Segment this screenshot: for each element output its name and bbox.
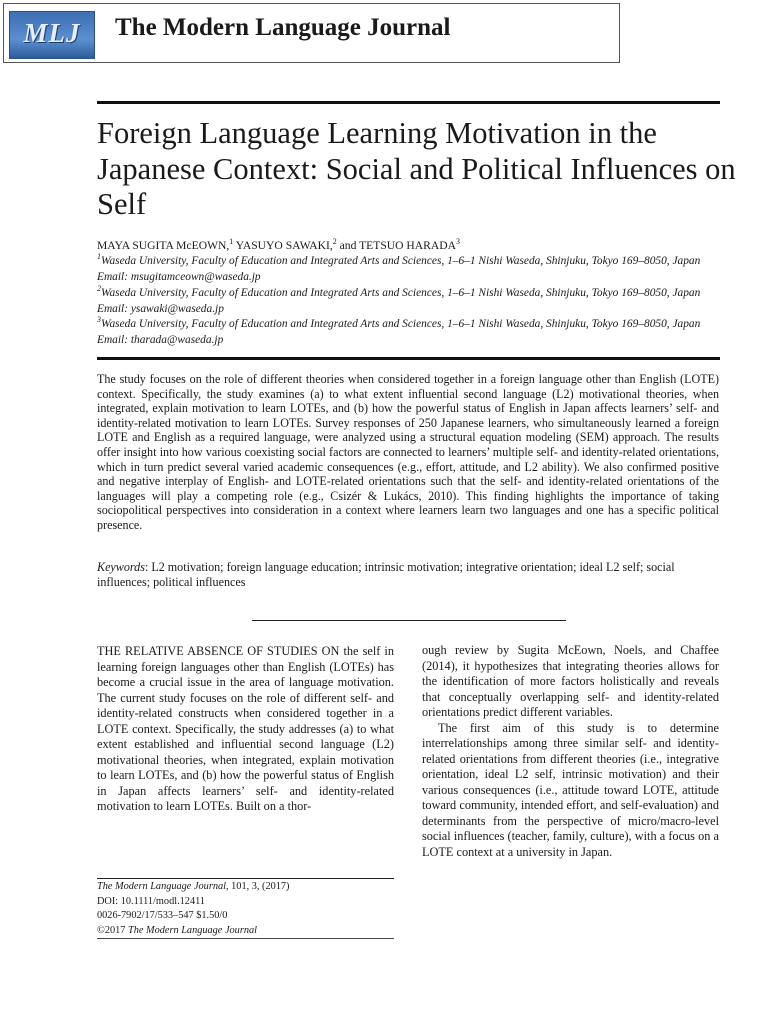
issn-line: 0026-7902/17/533–547 $1.50/0 — [97, 910, 228, 921]
doi-line[interactable]: DOI: 10.1111/modl.12411 — [97, 895, 206, 907]
citation-footnote — [97, 880, 394, 938]
keywords — [97, 560, 719, 589]
top-rule — [97, 101, 720, 104]
section-divider — [252, 620, 566, 621]
author-sup: 3 — [456, 237, 461, 247]
affiliation — [97, 254, 727, 285]
author-name: and TETSUO HARADA — [336, 239, 457, 252]
footnote-rule — [97, 878, 394, 879]
copyright-line — [97, 924, 394, 939]
affiliation-text: Waseda University, Faculty of Education and Integrated Arts and Sciences, 1–6–1 Nishi Waseda, Shinjuku, Tokyo 169–8050, Japan Email: ysawaki@waseda.jp — [97, 287, 701, 315]
affiliation-text: Waseda University, Faculty of Education and Integrated Arts and Sciences, 1–6–1 Nishi Waseda, Shinjuku, Tokyo 169–8050, Japan Email: msugitamceown@waseda.jp — [97, 255, 701, 283]
copyright-journal: The Modern Language Journal — [128, 924, 257, 936]
author-name: MAYA SUGITA McEOWN, — [97, 239, 230, 252]
abstract: The study focuses on the role of different theories when considered together in a foreign language other than English (LOTE) context. Specifically, the study examines (a) to what extent influential second language (L2) motivational theories, when integrated, explain motivation to learn LOTEs, and (b) how the powerful status of English in Japan affects learners’ self- and identity-related motivation to learn LOTEs. Survey responses of 250 Japanese learners, who simultaneously learned a foreign LOTE and English as a required language, were analyzed using a structural equation modeling (SEM) approach. The results offer insight into how various coexisting social factors are connected to learners’ multiple self- and identity-related orientations, which in turn predict several varied academic consequences (e.g., effort, attitude, and L2 ability). We also confirmed positive and negative interplay of English- and LOTE-related orientations such that the self- and identity-related orientations of the languages will play a competing role (e.g., Csizér & Lukács, 2010). This finding highlights the importance of taking sociopolitical perspectives into consideration in a context where learners learn two languages and one has a specific political presence. — [97, 372, 719, 532]
affiliation-sup: 1 — [97, 252, 101, 262]
author-name: YASUYO SAWAKI, — [233, 239, 333, 252]
article-title: Foreign Language Learning Motivation in the Japanese Context: Social and Political Influences on Self — [97, 116, 736, 221]
body-column-right — [422, 643, 719, 860]
citation-line — [97, 880, 394, 895]
footnote-bottom-rule — [97, 938, 394, 939]
citation-volume: , 101, 3, (2017) — [226, 881, 290, 892]
keywords-text: : L2 motivation; foreign language education; intrinsic motivation; integrative orientation; ideal L2 self; social influences; political influences — [97, 560, 675, 589]
author-sup: 1 — [229, 237, 234, 247]
logo-text: MLJ — [23, 18, 81, 48]
affiliation-sup: 3 — [97, 315, 101, 325]
body-paragraph: ough review by Sugita McEown, Noels, and Chaffee (2014), it hypothesizes that integrating theories allows for the identification of more factors holistically and reveals that conceptually overlapping self- and identity-related orientations predict different variables. — [422, 643, 719, 719]
affiliation — [97, 286, 727, 317]
journal-title: The Modern Language Journal — [115, 14, 451, 41]
abstract-rule — [97, 357, 720, 360]
journal-logo — [9, 11, 95, 59]
affiliation — [97, 317, 727, 348]
author-list — [97, 239, 460, 252]
author-sup: 2 — [332, 237, 337, 247]
affiliation-text: Waseda University, Faculty of Education and Integrated Arts and Sciences, 1–6–1 Nishi Waseda, Shinjuku, Tokyo 169–8050, Japan Email: tharada@waseda.jp — [97, 318, 701, 346]
citation-journal: The Modern Language Journal — [97, 881, 226, 892]
affiliation-sup: 2 — [97, 284, 101, 294]
copyright-prefix: ©2017 — [97, 924, 128, 936]
body-column-left: THE RELATIVE ABSENCE OF STUDIES ON the self in learning foreign languages other than English (LOTEs) has become a crucial issue in the area of language motivation. The current study focuses on the role of different self- and identity-related constructs when considered together in a LOTE context. Specifically, the study addresses (a) to what extent established and influential second language (L2) motivational theories, when integrated, explain motivation to learn LOTEs, and (b) how the powerful status of English in Japan affects learners’ self- and identity-related motivation to learn LOTEs. Built on a thor- — [97, 644, 394, 813]
body-paragraph: The first aim of this study is to determine interrelationships among three similar self- and identity-related orientations from different theories (i.e., integrative orientation, ideal L2 self, intrinsic motivation) and their various consequences (i.e., attitude toward LOTE, attitude toward community, intended effort, and self-evaluation) and determinants from the perspective of micro/macro-level social influences (teacher, family, culture), with a focus on a LOTE context at a university in Japan. — [422, 720, 719, 859]
keywords-label: Keywords — [97, 560, 145, 574]
